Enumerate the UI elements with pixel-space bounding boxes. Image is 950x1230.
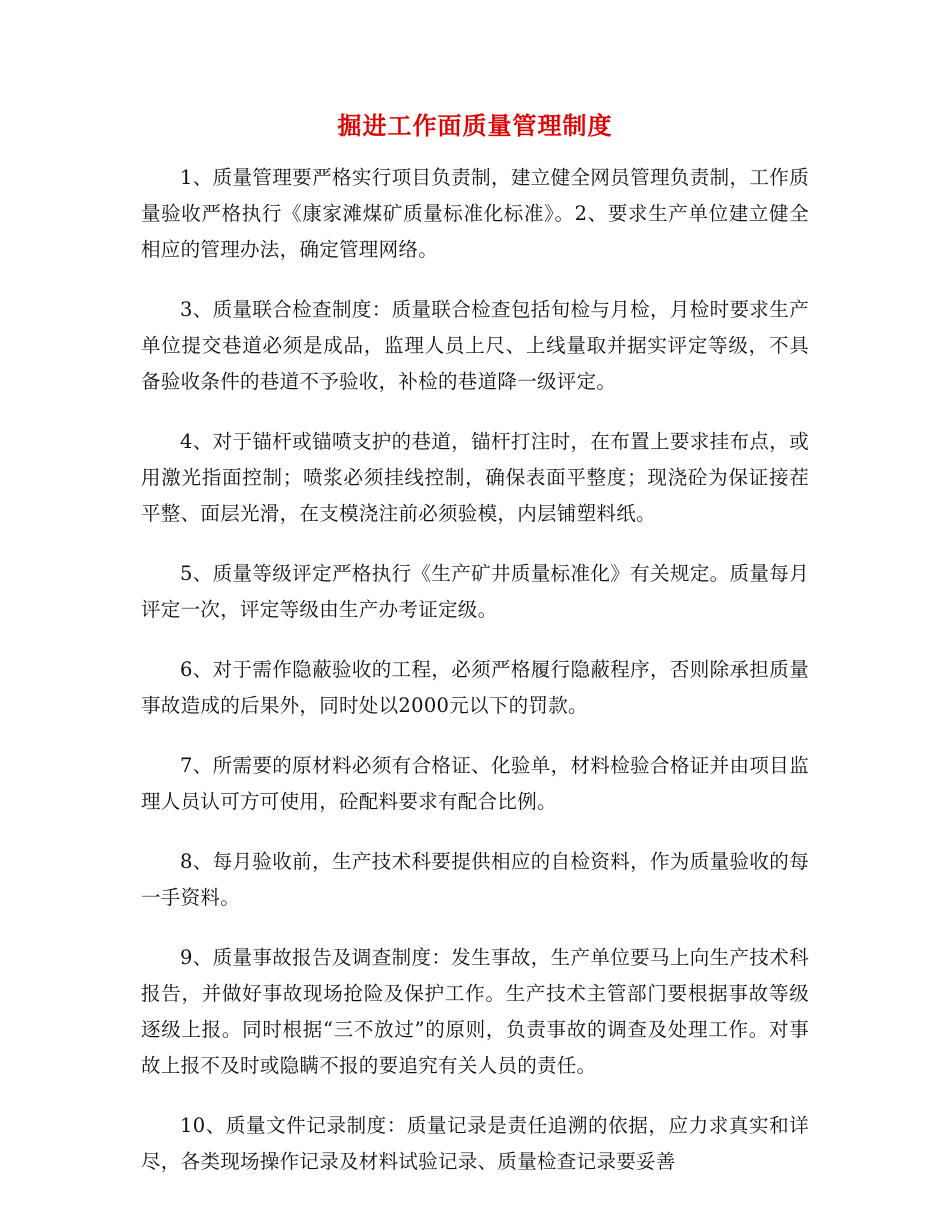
paragraph-1: 1、质量管理要严格实行项目负责制，建立健全网员管理负责制，工作质量验收严格执行《康家滩煤矿质量标准化标准》。2、要求生产单位建立健全相应的管理办法，确定管理网络。: [141, 166, 809, 261]
document-title: 掘进工作面质量管理制度: [337, 111, 613, 140]
paragraph-8: 8、每月验收前，生产技术科要提供相应的自检资料，作为质量验收的每一手资料。: [141, 850, 809, 909]
paragraph-7: 7、所需要的原材料必须有合格证、化验单，材料检验合格证并由项目监理人员认可方可使用，砼配料要求有配合比例。: [141, 754, 809, 813]
paragraph-9: 9、质量事故报告及调查制度：发生事故，生产单位要马上向生产技术科报告，并做好事故现场抢险及保护工作。生产技术主管部门要根据事故等级逐级上报。同时根据“三不放过”的原则，负责事故的调查及处理工作。对事故上报不及时或隐瞒不报的要追究有关人员的责任。: [141, 946, 809, 1077]
paragraph-5: 5、质量等级评定严格执行《生产矿井质量标准化》有关规定。质量每月评定一次，评定等级由生产办考证定级。: [141, 562, 809, 621]
paragraph-3: 3、质量联合检查制度：质量联合检查包括旬检与月检，月检时要求生产单位提交巷道必须是成品，监理人员上尺、上线量取并据实评定等级，不具备验收条件的巷道不予验收，补检的巷道降一级评定。: [141, 298, 809, 393]
paragraph-6: 6、对于需作隐蔽验收的工程，必须严格履行隐蔽程序，否则除承担质量事故造成的后果外，同时处以2000元以下的罚款。: [141, 658, 809, 717]
paragraph-4: 4、对于锚杆或锚喷支护的巷道，锚杆打注时，在布置上要求挂布点，或用激光指面控制；喷浆必须挂线控制，确保表面平整度；现浇砼为保证接茬平整、面层光滑，在支模浇注前必须验模，内层铺塑料纸。: [141, 430, 809, 525]
paragraph-10: 10、质量文件记录制度：质量记录是责任追溯的依据，应力求真实和详尽，各类现场操作记录及材料试验记录、质量检查记录要妥善: [141, 1114, 809, 1173]
document-body: [141, 160, 809, 1204]
